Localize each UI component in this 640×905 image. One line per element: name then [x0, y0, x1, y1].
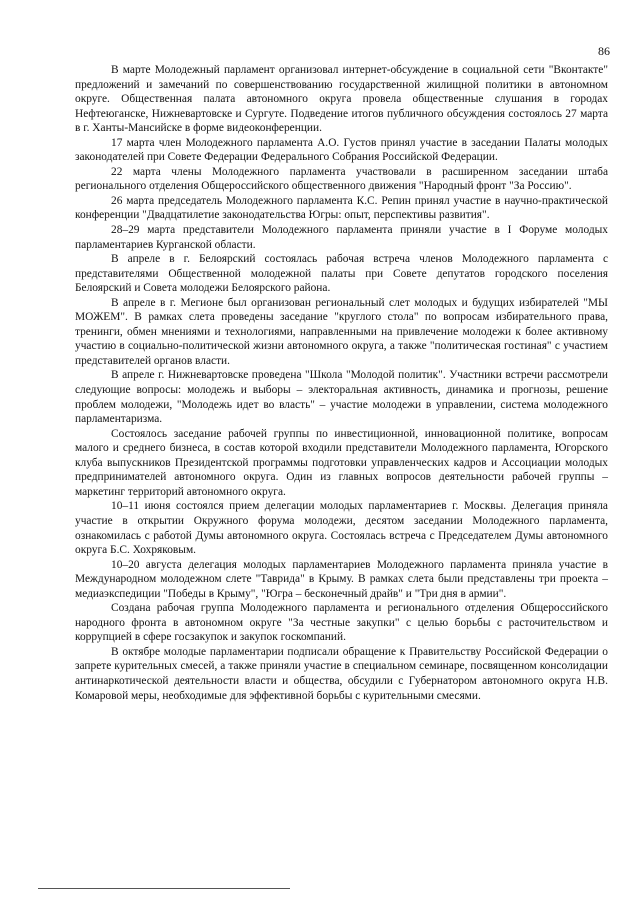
paragraph: 10–11 июня состоялся прием делегации молодых парламентариев г. Москвы. Делегация приняла участие в открытии Окружного форума молодежи, десятом заседании Молодежного парламента, ознакомилась с работой Думы автономного округа. Состоялась встреча с Председателем Думы автономного округа Б.С. Хохряковым. — [75, 500, 608, 557]
paragraph: Создана рабочая группа Молодежного парламента и регионального отделения Общероссийского народного фронта в автономном округе "За честные закупки" с целью борьбы с расточительством и коррупцией в сфере госзакупок и закупок госкомпаний. — [75, 602, 608, 644]
paragraph: 26 марта председатель Молодежного парламента К.С. Репин принял участие в научно-практической конференции "Двадцатилетие законодательства Югры: опыт, перспективы развития". — [75, 194, 608, 222]
paragraph: 22 марта члены Молодежного парламента участвовали в расширенном заседании штаба регионального отделения Общероссийского общественного движения "Народный фронт "За Россию". — [75, 165, 608, 193]
document-body — [75, 63, 608, 703]
paragraph: 17 марта член Молодежного парламента А.О. Густов принял участие в заседании Палаты молодых законодателей при Совете Федерации Федерального Собрания Российской Федерации. — [75, 136, 608, 164]
paragraph: 10–20 августа делегация молодых парламентариев Молодежного парламента приняла участие в Международном молодежном слете "Таврида" в Крыму. В рамках слета были представлены три проекта – медиаэкспедиции "Победы в Крыму", "Югра – бесконечный драйв" и "Три дня в армии". — [75, 558, 608, 600]
paragraph: В октябре молодые парламентарии подписали обращение к Правительству Российской Федерации о запрете курительных смесей, а также приняли участие в специальном семинаре, посвященном консолидации антинаркотической деятельности власти и общества, обсудили с Губернатором автономного округа Н.В. Комаровой меры, необходимые для эффективной борьбы с курительными смесями. — [75, 645, 608, 702]
paragraph: В апреле г. Нижневартовске проведена "Школа "Молодой политик". Участники встречи рассмотрели следующие вопросы: молодежь и выборы – электоральная активность, динамика и прогнозы, решение проблем молодежи, "Молодежь идет во власть" – участие молодежи в управлении, система молодежного парламентаризма. — [75, 369, 608, 426]
footnote-divider — [38, 888, 290, 889]
paragraph: В марте Молодежный парламент организовал интернет-обсуждение в социальной сети "Вконтакте" предложений и замечаний по совершенствованию государственной жилищной политики в автономном округе. Общественная палата автономного округа провела общественные слушания в городах Нефтеюганске, Нижневартовске и Сургуте. Подведение итогов публичного обсуждения состоялось 27 марта в г. Ханты-Мансийске в форме видеоконференции. — [75, 64, 608, 135]
page-number: 86 — [598, 44, 610, 58]
paragraph: В апреле в г. Белоярский состоялась рабочая встреча членов Молодежного парламента с представителями Общественной молодежной палаты при Совете депутатов городского поселения Белоярский и Совета молодежи Белоярского района. — [75, 253, 608, 295]
paragraph: 28–29 марта представители Молодежного парламента приняли участие в I Форуме молодых парламентариев Курганской области. — [75, 224, 608, 251]
paragraph: В апреле в г. Мегионе был организован региональный слет молодых и будущих избирателей "МЫ МОЖЕМ". В рамках слета проведены заседание "круглого стола" по вопросам избирательного права, тренинги, обмен мнениями и технологиями, направленными на привлечение молодежи к более активному участию в социально-политической жизни автономного округа, а также "политическая гостиная" с участием представителей органов власти. — [75, 296, 608, 367]
paragraph: Состоялось заседание рабочей группы по инвестиционной, инновационной политике, вопросам малого и среднего бизнеса, в состав которой входили представители Молодежного парламента, Югорского клуба выпускников Президентской программы подготовки управленческих кадров и Ассоциации молодых предпринимателей автономного округа. Один из главных вопросов деятельности рабочей группы – маркетинг территорий автономного округа. — [75, 427, 608, 498]
